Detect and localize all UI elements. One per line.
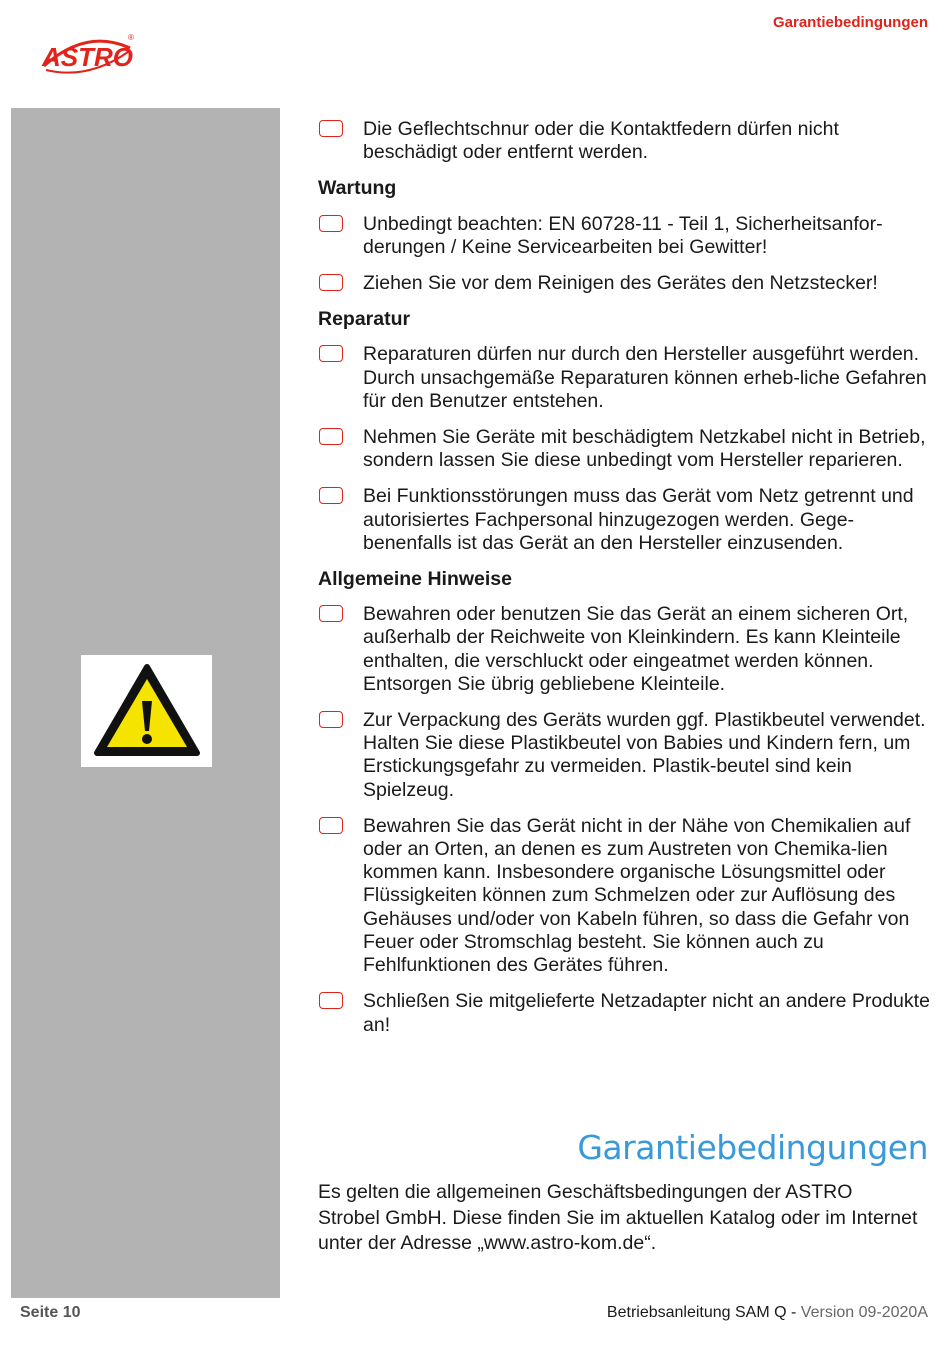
bullet-item [318,815,930,977]
bullet-item [318,603,930,696]
reparatur-list [318,343,930,555]
checkbox-bullet-icon [319,120,343,137]
bullet-item [318,709,930,802]
bullet-item [318,990,930,1036]
bullet-item [318,213,930,259]
bullet-text: Bewahren Sie das Gerät nicht in der Nähe von Chemikalien auf oder an Orten, an denen es zum Austreten von Chemika-lien kommen kann. Insbesondere organische Lösungsmittel oder Flüssigkeiten können zum Schmelzen oder zur Auflösung des Gehäuses und/oder von Kabeln führen, so dass die Gefahr von Feuer oder Stromschlag besteht. Sie können auch zu Fehlfunktionen des Gerätes führen. [363,814,911,977]
bullet-item [318,426,930,472]
checkbox-bullet-icon [319,711,343,728]
hinweise-list [318,603,930,1036]
checkbox-bullet-icon [319,215,343,232]
bullet-item [318,272,930,295]
checkbox-bullet-icon [319,605,343,622]
checkbox-bullet-icon [319,345,343,362]
bullet-text: Schließen Sie mitgelieferte Netzadapter nicht an andere Produkte an! [363,990,930,1036]
checkbox-bullet-icon [319,274,343,291]
page-number: Seite 10 [20,1304,81,1321]
checkbox-bullet-icon [319,817,343,834]
footer-version: Version 09-2020A [800,1304,928,1321]
bullet-item [318,118,930,164]
header-section-title: Garantiebedingungen [772,14,928,31]
checkbox-bullet-icon [319,487,343,504]
bullet-text: Bewahren oder benutzen Sie das Gerät an einem sicheren Ort, außerhalb der Reichweite von Kleinkindern. Es kann Kleinteile enthalten, die verschluckt oder eingeatmet werden können. Entsorgen Sie übrig gebliebene Kleinteile. [363,603,909,695]
bullet-text: Ziehen Sie vor dem Reinigen des Gerätes den Netzstecker! [363,272,878,295]
checkbox-bullet-icon [319,428,343,445]
astro-logo [36,26,136,82]
wartung-list [318,213,930,296]
bullet-item [318,343,930,413]
bullet-text: Reparaturen dürfen nur durch den Hersteller ausgeführt werden. Durch unsachgemäße Reparaturen können erheb-liche Gefahren für den Benutzer entstehen. [363,343,927,412]
intro-list [318,118,930,164]
warning-triangle-icon [93,663,201,759]
bullet-item [318,485,930,555]
bullet-text: Zur Verpackung des Geräts wurden ggf. Plastikbeutel verwendet. Halten Sie diese Plastikbeutel von Babies und Kindern fern, um Erstickungsgefahr zu vermeiden. Plastik-beutel sind kein Spielzeug. [363,709,926,801]
svg-text:®: ® [128,33,134,42]
heading-reparatur: Reparatur [318,308,411,331]
heading-wartung: Wartung [318,177,397,200]
bullet-text: Nehmen Sie Geräte mit beschädigtem Netzkabel nicht in Betrieb, sondern lassen Sie diese unbedingt vom Hersteller reparieren. [363,426,926,472]
guarantee-text: Es gelten die allgemeinen Geschäftsbedingungen der ASTRO Strobel GmbH. Diese finden Sie im aktuellen Katalog oder im Internet unter der Adresse „www.astro-kom.de“. [318,1181,918,1254]
safety-content [318,118,930,1050]
footer-doc-title: Betriebsanleitung SAM Q - [606,1304,797,1321]
bullet-text: Bei Funktionsstörungen muss das Gerät vom Netz getrennt und autorisiertes Fachpersonal hinzugezogen werden. Gege-benenfalls ist das Gerät an den Hersteller einzusenden. [363,485,914,554]
bullet-text: Die Geflechtschnur oder die Kontaktfedern dürfen nicht beschädigt oder entfernt werden. [363,118,839,164]
footer-doc-info [607,1304,928,1322]
guarantee-title: Garantiebedingungen [577,1128,928,1167]
warning-panel [81,655,212,767]
heading-allgemeine-hinweise: Allgemeine Hinweise [318,568,512,591]
svg-text:ASTRO: ASTRO [42,42,133,72]
bullet-text: Unbedingt beachten: EN 60728-11 - Teil 1, Sicherheitsanfor-derungen / Keine Servicearbeiten bei Gewitter! [363,212,883,258]
checkbox-bullet-icon [319,992,343,1009]
